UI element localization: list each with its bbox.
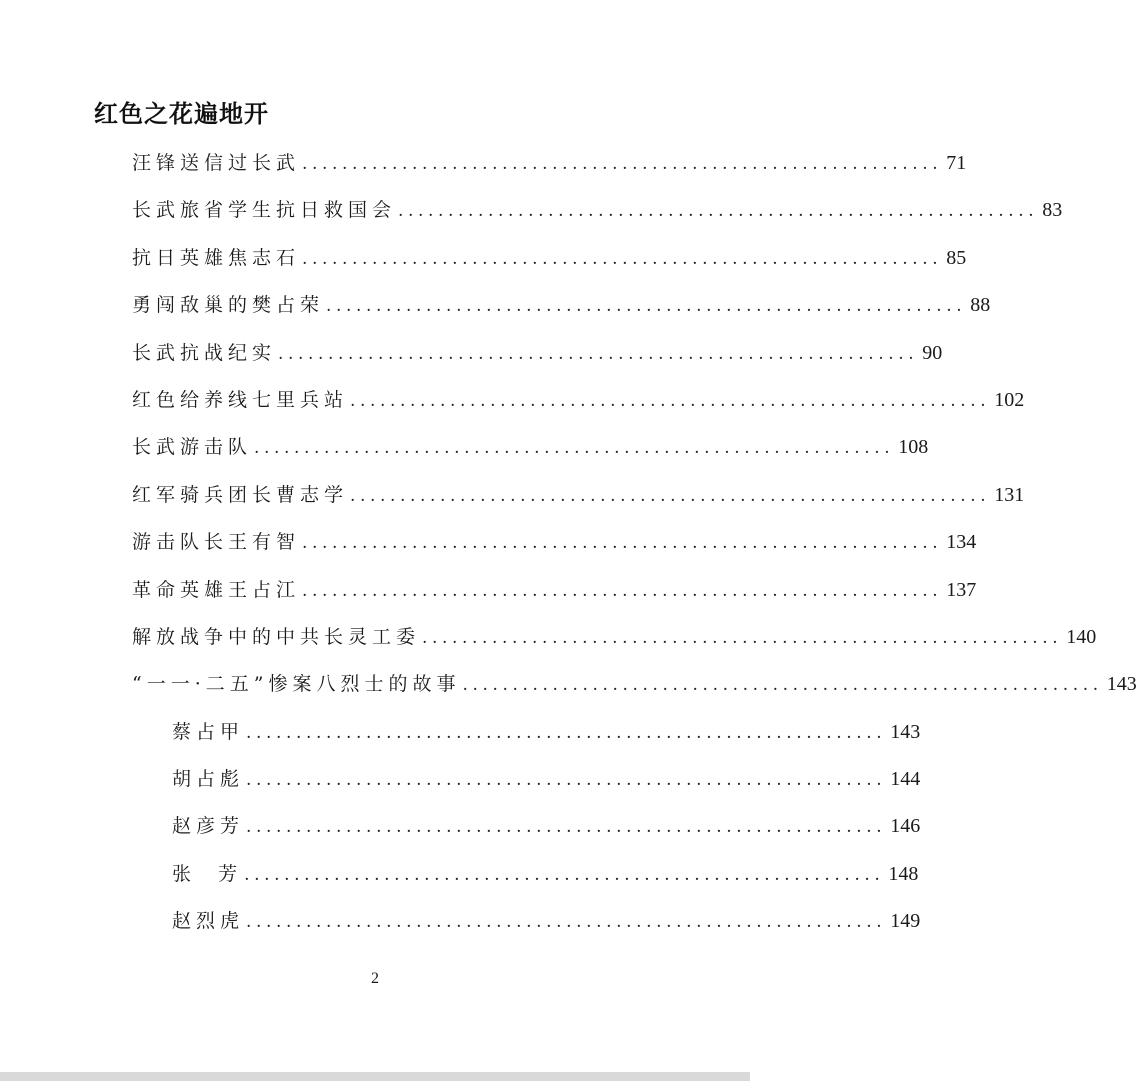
toc-subentry [0,898,921,945]
toc-leader-dots: ................................................................ [462,675,1103,696]
toc-leader-dots: ................................................................ [350,485,991,506]
toc-leader-dots: ................................................................ [302,580,943,601]
toc-entry-title: 革命英雄王占江 [132,578,301,601]
toc-entry [0,519,977,566]
toc-entry-title: 游击队长王有智 [132,531,301,554]
toc-subentry [0,709,921,756]
toc-entry-page: 131 [994,483,1025,506]
toc-entry-title: 勇闯敌巢的樊占荣 [132,294,325,317]
toc-entry-page: 143 [1106,673,1137,696]
toc-entry-title: 长武抗战纪实 [132,341,277,364]
toc-subentry [0,756,921,803]
toc-leader-dots: ................................................................ [246,817,887,838]
toc-entry-page: 140 [1066,625,1097,648]
toc-entry [0,235,967,282]
toc-leader-dots: ................................................................ [246,722,887,743]
toc-entry-title: 长武游击队 [132,436,253,459]
toc-entry-page: 134 [946,531,977,554]
toc-leader-dots: ................................................................ [326,296,967,317]
toc-subentry-title: 张 芳 [172,862,243,885]
toc-entry [0,424,929,471]
toc-leader-dots: ................................................................ [302,533,943,554]
toc-entry [0,187,1063,234]
toc-entry-page: 90 [922,341,943,364]
toc-entry-page: 85 [946,246,967,269]
toc-entry-page: 71 [946,152,967,174]
toc-entry-title: 汪锋送信过长武 [132,152,301,174]
toc-entry [0,661,1137,708]
toc-entry [0,472,1025,519]
toc-entry-title: 红色给养线七里兵站 [132,388,349,411]
toc-subentry [0,803,921,850]
section-title: 红色之花遍地开 [94,100,269,128]
toc-entry [0,282,991,329]
toc-leader-dots: ................................................................ [302,154,943,174]
toc-entry-title: 红军骑兵团长曹志学 [132,483,349,506]
toc-leader-dots: ................................................................ [278,343,919,364]
toc-entry [0,377,1025,424]
toc-leader-dots: ................................................................ [254,438,895,459]
toc-entry-page: 102 [994,388,1025,411]
toc-leader-dots: ................................................................ [398,201,1039,222]
toc-leader-dots: ................................................................ [350,390,991,411]
toc-entry [0,140,967,187]
toc-leader-dots: ................................................................ [246,912,887,933]
toc-subentry-page: 149 [890,910,921,933]
toc-entry-page: 108 [898,436,929,459]
toc-subentry-page: 144 [890,768,921,791]
toc-entry [0,330,943,377]
toc-leader-dots: ................................................................ [244,864,885,885]
toc-subentry-title: 胡占彪 [172,768,245,791]
table-of-contents [0,140,1137,946]
toc-entry [0,567,977,614]
toc-entry-title: 抗日英雄焦志石 [132,246,301,269]
toc-subentry-page: 143 [890,720,921,743]
toc-subentry-title: 赵烈虎 [172,910,245,933]
toc-entry [0,614,1097,661]
toc-leader-dots: ................................................................ [246,770,887,791]
toc-subentry-page: 146 [890,815,921,838]
toc-entry-page: 83 [1042,199,1063,222]
toc-subentry-page: 148 [888,862,919,885]
toc-subentry-title: 蔡占甲 [172,720,245,743]
toc-entry-page: 137 [946,578,977,601]
toc-subentry-title: 赵彦芳 [172,815,245,838]
toc-leader-dots: ................................................................ [422,627,1063,648]
page-number: 2 [371,970,379,987]
toc-entry-title: “一一·二五”惨案八烈士的故事 [132,673,461,696]
toc-entry-title: 解放战争中的中共长灵工委 [132,625,421,648]
toc-entry-title: 长武旅省学生抗日救国会 [132,199,397,222]
toc-leader-dots: ................................................................ [302,248,943,269]
toc-subentry [0,851,919,898]
toc-entry-page: 88 [970,294,991,317]
page-bottom-edge [0,1072,750,1081]
